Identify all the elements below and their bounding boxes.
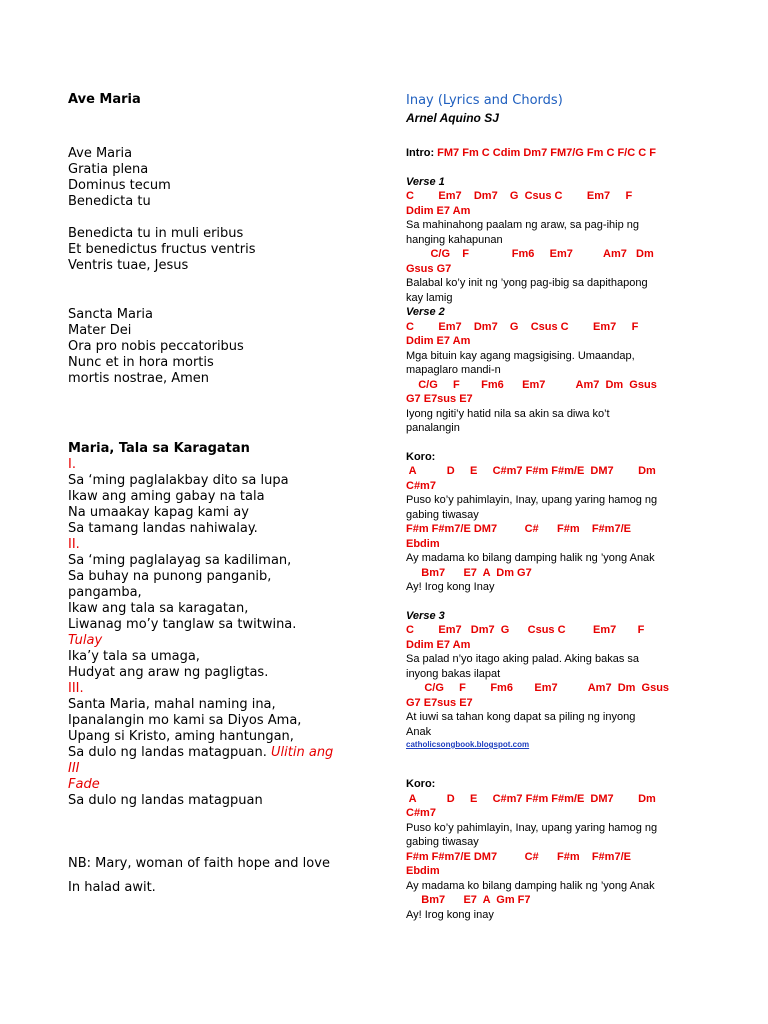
koro-2-label: Koro: (406, 778, 436, 790)
section-mark-i: I. (68, 457, 76, 472)
chord-line: F#m F#m7/E DM7 C# F#m F#m7/E (406, 523, 631, 535)
chord-line: Ddim E7 Am (406, 638, 471, 651)
lyric-line: gabing tiwasay (406, 836, 479, 848)
lyric-text: Sa dulo ng landas matagpuan. (68, 745, 267, 760)
lyric-line: Benedicta tu in muli eribus (68, 226, 244, 241)
lyric-line: Ay! Irog kong inay (406, 908, 494, 921)
lyric-line: Puso ko’y pahimlayin, Inay, upang yaring hamog ng (406, 494, 658, 506)
lyric-line: Mga bituin kay agang magsigising. Umaandap, (406, 349, 635, 362)
chord-line: C/G F Fm6 Em7 Am7 Dm Gsus (406, 682, 670, 694)
verse-2-label: Verse 2 (406, 306, 445, 318)
chord-line: Ddim E7 Am (406, 204, 471, 217)
lyric-line: Ay! Irog kong Inay (406, 581, 495, 593)
chord-line: Ebdim (406, 537, 440, 550)
lyric-line: Et benedictus fructus ventris (68, 242, 256, 257)
chord-line: G7 E7sus E7 (406, 393, 473, 405)
song-author: Arnel Aquino SJ (406, 111, 499, 125)
lyric-line: mortis nostrae, Amen (68, 371, 210, 386)
intro-label: Intro: (406, 147, 435, 159)
chord-line: F#m F#m7/E DM7 C# F#m F#m7/E (406, 850, 631, 863)
chord-line: Bm7 E7 A Dm G7 (406, 566, 532, 579)
left-column (68, 92, 368, 896)
ave-stanza-1 (68, 146, 368, 210)
chord-line: Bm7 E7 A Gm F7 (406, 894, 531, 906)
chord-line: Ebdim (406, 865, 440, 877)
chord-line: Gsus G7 (406, 262, 452, 275)
chord-line: A D E C#m7 F#m F#m/E DM7 Dm (406, 792, 656, 805)
chord-line: C Em7 Dm7 G Csus C Em7 F (406, 320, 639, 333)
lyric-line: gabing tiwasay (406, 508, 479, 521)
lyric-line: inyong bakas ilapat (406, 667, 501, 680)
ave-maria-title: Ave Maria (68, 92, 141, 107)
chord-line: C#m7 (406, 479, 436, 492)
lyric-line: Sa ‘ming paglalayag sa kadiliman, (68, 553, 292, 568)
fade-instruction: Fade (68, 777, 100, 792)
koro-label: Koro: (406, 450, 436, 463)
lyric-line: Upang si Kristo, aming hantungan, (68, 729, 294, 744)
chord-line: C Em7 Dm7 G Csus C Em7 F (406, 190, 633, 202)
lyric-line: Ay madama ko bilang damping halik ng ’yong Anak (406, 879, 655, 892)
note-line: NB: Mary, woman of faith hope and love (68, 856, 330, 871)
lyric-line: Sa buhay na punong panganib, (68, 569, 272, 584)
lyric-line: Puso ko’y pahimlayin, Inay, upang yaring hamog ng (406, 821, 658, 834)
lyric-line: Ika’y tala sa umaga, (68, 649, 200, 664)
lyric-line: Sa mahinahong paalam ng araw, sa pag-ihip ng (406, 219, 639, 231)
lyric-line: Iyong ngiti’y hatid nila sa akin sa diwa ko’t (406, 407, 610, 420)
maria-tala-title: Maria, Tala sa Karagatan (68, 441, 250, 456)
chord-line: G7 E7sus E7 (406, 696, 473, 709)
lyric-line: Na umaakay kapag kami ay (68, 505, 249, 520)
lyric-line-with-note (68, 745, 368, 761)
lyric-line: Ay madama ko bilang damping halik ng ’yong Anak (406, 552, 655, 564)
section-mark-tulay: Tulay (68, 633, 103, 648)
lyric-line: Ikaw ang tala sa karagatan, (68, 601, 249, 616)
lyric-line: Liwanag mo’y tanglaw sa twitwina. (68, 617, 297, 632)
lyric-line: Hudyat ang araw ng pagligtas. (68, 665, 269, 680)
lyric-line: mapaglaro mandi-n (406, 364, 501, 376)
lyric-line: pangamba, (68, 585, 142, 600)
intro-line (406, 146, 706, 161)
lyric-line: Dominus tecum (68, 178, 171, 193)
chord-line: C/G F Fm6 Em7 Am7 Dm Gsus (406, 378, 657, 391)
chord-line: A D E C#m7 F#m F#m/E DM7 Dm (406, 465, 656, 477)
chord-line: C/G F Fm6 Em7 Am7 Dm (406, 248, 654, 260)
right-column (406, 92, 706, 922)
verse-1-label: Verse 1 (406, 175, 445, 188)
song-title: Inay (Lyrics and Chords) (406, 93, 563, 108)
section-mark-ii: II. (68, 537, 80, 552)
lyric-line: Santa Maria, mahal naming ina, (68, 697, 276, 712)
lyric-line: Sa tamang landas nahiwalay. (68, 521, 258, 536)
lyric-line: Sa ‘ming paglalakbay dito sa lupa (68, 473, 289, 488)
lyric-line: Mater Dei (68, 323, 132, 338)
dedication-line: In halad awit. (68, 880, 156, 895)
chord-line: C#m7 (406, 807, 436, 819)
ave-stanza-2 (68, 226, 368, 274)
lyric-line: kay lamig (406, 291, 453, 304)
section-mark-iii: III. (68, 681, 84, 696)
lyric-line: Balabal ko’y init ng ’yong pag-ibig sa dapithapong (406, 277, 648, 289)
lyric-line: Ventris tuae, Jesus (68, 258, 189, 273)
verse-3-label: Verse 3 (406, 609, 445, 622)
repeat-instruction: Ulitin ang (271, 745, 334, 760)
lyric-line: Gratia plena (68, 162, 149, 177)
intro-chords: FM7 Fm C Cdim Dm7 FM7/G Fm C F/C C F (437, 147, 656, 159)
lyric-line: Sa dulo ng landas matagpuan (68, 793, 263, 808)
lyric-line: Ipanalangin mo kami sa Diyos Ama, (68, 713, 302, 728)
lyric-line: Sa palad n’yo itago aking palad. Aking bakas sa (406, 653, 639, 665)
lyric-line: hanging kahapunan (406, 233, 503, 246)
lyric-line: Ikaw ang aming gabay na tala (68, 489, 265, 504)
source-link[interactable]: catholicsongbook.blogspot.com (406, 740, 530, 749)
lyric-line: Anak (406, 725, 432, 738)
lyric-line: Benedicta tu (68, 194, 151, 209)
lyric-line: panalangin (406, 422, 460, 434)
lyric-line: Ora pro nobis peccatoribus (68, 339, 244, 354)
ave-stanza-3 (68, 307, 368, 387)
chord-line: C Em7 Dm7 G Csus C Em7 F (406, 624, 645, 636)
lyric-line: Ave Maria (68, 146, 133, 161)
lyric-line: Nunc et in hora mortis (68, 355, 214, 370)
repeat-instruction-cont: III (68, 761, 80, 776)
lyric-line: At iuwi sa tahan kong dapat sa piling ng inyong (406, 711, 636, 723)
lyric-line: Sancta Maria (68, 307, 153, 322)
chord-line: Ddim E7 Am (406, 335, 471, 347)
